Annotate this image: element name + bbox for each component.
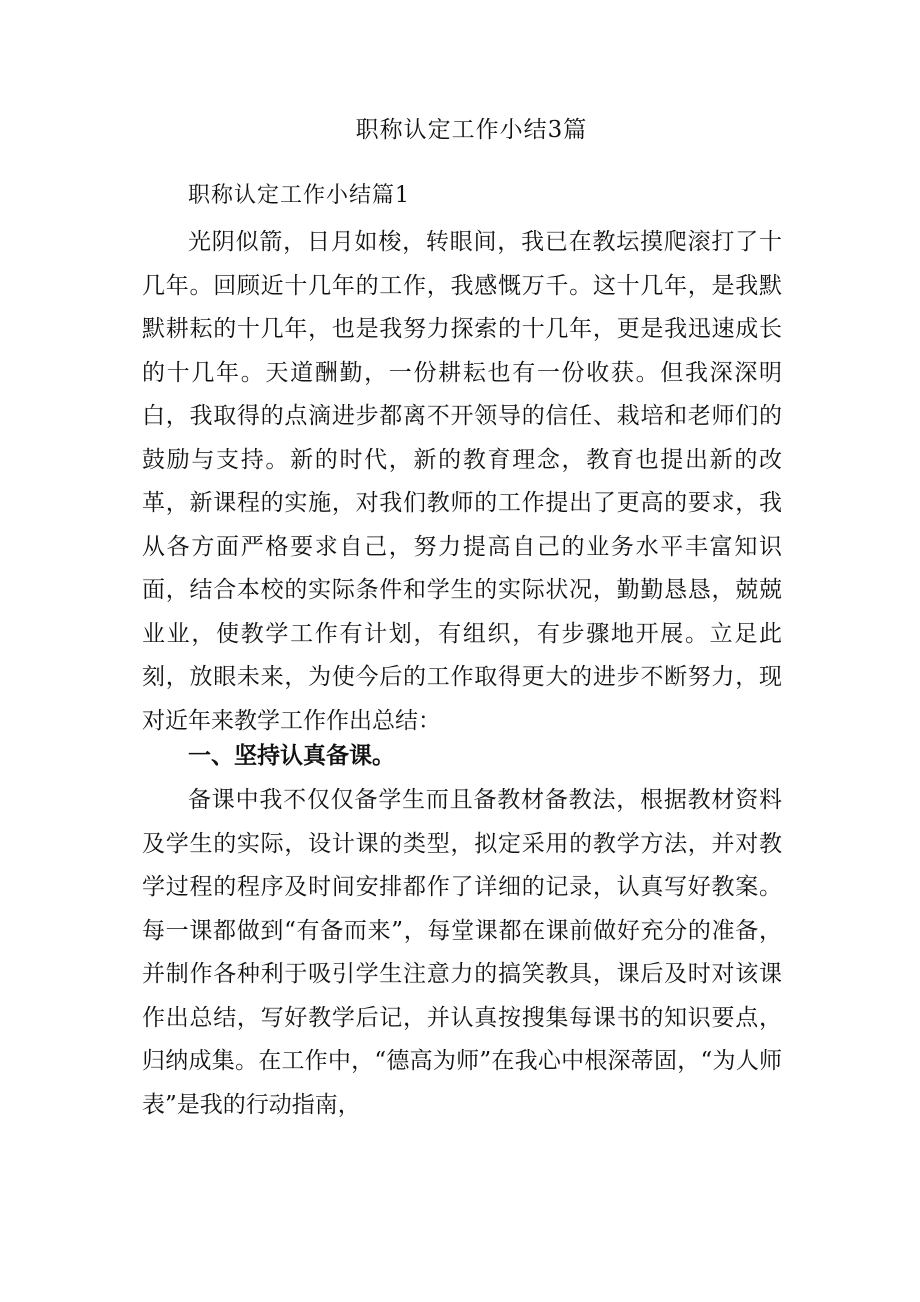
section-heading: 职称认定工作小结篇1 — [188, 183, 410, 208]
body-paragraph-1: 光阴似箭，日月如梭，转眼间，我已在教坛摸爬滚打了十几年。回顾近十几年的工作，我感慨万千。这十几年，是我默默耕耘的十几年，也是我努力探索的十几年，更是我迅速成长的十几年。天道酬勤，一份耕耘也有一份收获。但我深深明白，我取得的点滴进步都离不开领导的信任、栽培和老师们的鼓励与支持。新的时代，新的教育理念，教育也提出新的改革，新课程的实施，对我们教师的工作提出了更高的要求，我从各方面严格要求自己，努力提高自己的业务水平丰富知识面，结合本校的实际条件和学生的实际状况，勤勤恳恳，兢兢业业，使教学工作有计划，有组织，有步骤地开展。立足此刻，放眼未来，为使今后的工作取得更大的进步不断努力，现对近年来教学工作作出总结： — [142, 229, 782, 734]
body-paragraph-2: 备课中我不仅仅备学生而且备教材备教法，根据教材资料及学生的实际，设计课的类型，拟定采用的教学方法，并对教学过程的程序及时间安排都作了详细的记录，认真写好教案。每一课都做到“有备而来”，每堂课都在课前做好充分的准备，并制作各种利于吸引学生注意力的搞笑教具，课后及时对该课作出总结，写好教学后记，并认真按搜集每课书的知识要点，归纳成集。在工作中，“德高为师”在我心中根深蒂固，“为人师表”是我的行动指南， — [142, 787, 782, 1118]
subsection-heading: 一、坚持认真备课。 — [188, 742, 395, 769]
document-title: 职称认定工作小结3篇 — [355, 117, 588, 143]
